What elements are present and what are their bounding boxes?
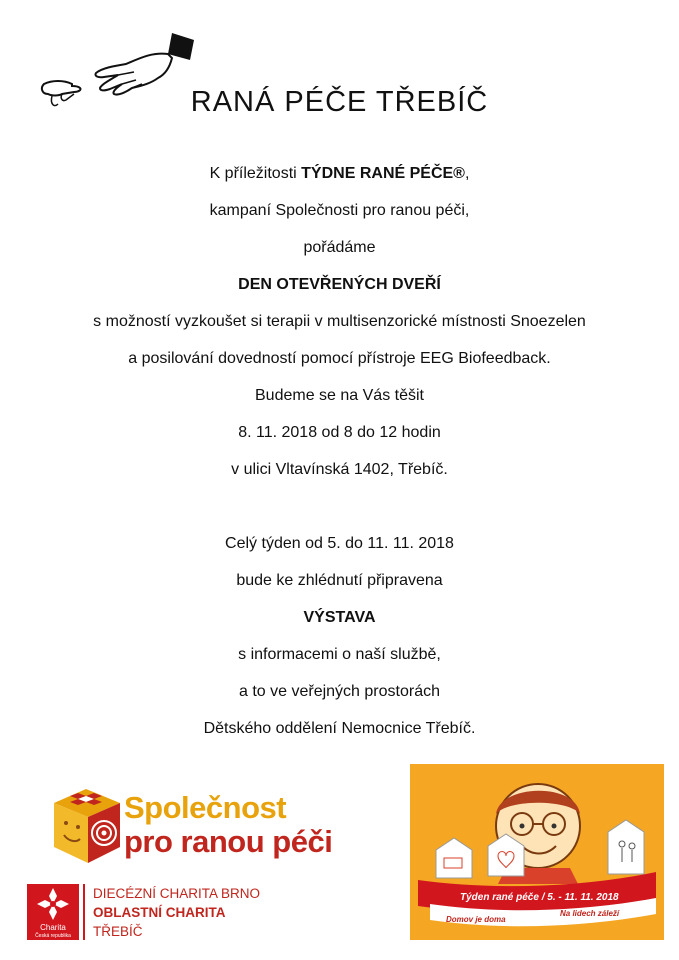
- poster-banner-title: Týden rané péče / 5. - 11. 11. 2018: [460, 892, 619, 903]
- poster-banner-left: Domov je doma: [446, 915, 506, 924]
- campaign-line: kampaní Společnosti pro ranou péči,: [209, 202, 470, 219]
- charita-divider: [83, 884, 85, 940]
- poster-illustration-icon: [410, 764, 664, 940]
- page-title: RANÁ PÉČE TŘEBÍČ: [190, 86, 489, 118]
- poster-banner-right: Na lidech záleží: [560, 909, 620, 918]
- spp-logo-line1: Společnost: [124, 790, 287, 825]
- address-line: v ulici Vltavínská 1402, Třebíč.: [231, 461, 448, 478]
- organize-line: pořádáme: [303, 239, 376, 256]
- week-line: bude ke zhlédnutí připravena: [236, 572, 443, 589]
- charita-box-label: Charita: [40, 923, 66, 932]
- charita-logo-icon: [27, 884, 79, 940]
- exhibition-heading: [0, 609, 679, 627]
- intro-suffix: ,: [464, 165, 470, 182]
- charita-line2: OBLASTNÍ CHARITA: [93, 905, 226, 920]
- charita-line3: TŘEBÍČ: [93, 924, 143, 939]
- open-day-heading: [0, 276, 679, 294]
- exhibition-line: s informacemi o naší službě,: [238, 646, 441, 663]
- date-line: 8. 11. 2018 od 8 do 12 hodin: [238, 424, 441, 441]
- charita-line1: DIECÉZNÍ CHARITA BRNO: [93, 886, 261, 901]
- exhibition-line: a to ve veřejných prostorách: [239, 683, 440, 700]
- charita-text: [93, 884, 260, 941]
- intro-line: [0, 165, 679, 183]
- open-day-heading-text: DEN OTEVŘENÝCH DVEŘÍ: [238, 276, 441, 293]
- detail-line: Budeme se na Vás těšit: [255, 387, 424, 404]
- charita-box-sub: Česká republika: [35, 933, 71, 939]
- week-line: Celý týden od 5. do 11. 11. 2018: [225, 535, 454, 552]
- intro-prefix: K příležitosti: [209, 165, 302, 182]
- spp-logo-line2: pro ranou péči: [124, 824, 333, 859]
- exhibition-heading-text: VÝSTAVA: [303, 609, 376, 626]
- intro-event: TÝDNE RANÉ PÉČE®: [301, 165, 465, 182]
- campaign-poster: [410, 764, 664, 940]
- detail-line: a posilování dovedností pomocí přístroje EEG Biofeedback.: [128, 350, 551, 367]
- detail-line: s možností vyzkoušet si terapii v multisenzorické místnosti Snoezelen: [93, 313, 586, 330]
- exhibition-line: Dětského oddělení Nemocnice Třebíč.: [203, 720, 476, 737]
